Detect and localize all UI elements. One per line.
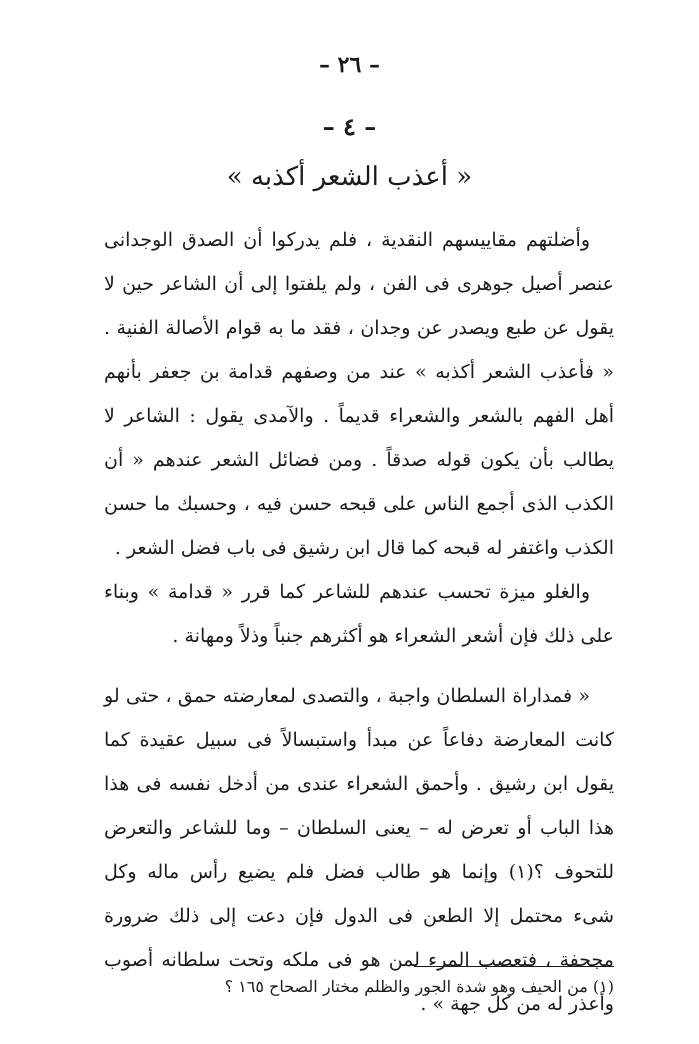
paragraph-1: وأضلتهم مقاييسهم النقدية ، فلم يدركوا أن الصدق الوجدانى عنصر أصيل جوهرى فى الفن ، ولم يلفتوا إلى أن الشاعر حين لا يقول عن طبع ويصدر عن وجدان ، فقد ما به قوام الأصالة الفنية . « فأعذب الشعر أكذبه » عند من وصفهم قدامة بن جعفر بأنهم أهل الفهم بالشعر والشعراء قديماً . والآمدى يقول : الشاعر لا يطالب بأن يكون قوله صدقاً . ومن فضائل الشعر عندهم « أن الكذب الذى أجمع الناس على قبحه حسن فيه ، وحسبك ما حسن الكذب واغتفر له قبحه كما قال ابن رشيق فى باب فضل الشعر . — [104, 229, 614, 559]
body-text — [104, 218, 614, 1026]
chapter-title: « أعذب الشعر أكذبه » — [226, 162, 473, 192]
paragraph-3: « فمداراة السلطان واجبة ، والتصدى لمعارضته حمق ، حتى لو كانت المعارضة دفاعاً عن مبدأ واستبسالاً فى سبيل عقيدة كما يقول ابن رشيق . وأحمق الشعراء عندى من أدخل نفسه فى هذا هذا الباب أو تعرض له – يعنى السلطان – وما للشاعر والتعرض للتحوف ؟(١) وإنما هو طالب فضل فلم يضيع رأس ماله وكل شىء محتمل إلا الطعن فى الدول فإن دعت إلى ذلك ضرورة مجحفة ، فتعصب المرء لمن هو فى ملكه وتحت سلطانه أصوب وأعذر له من كل جهة » . — [104, 685, 614, 1015]
chapter-number: – ٤ – — [322, 112, 377, 141]
footnote: (١) من الحيف وهو شدة الجور والظلم مختار الصحاح ١٦٥ ؟ — [224, 977, 614, 996]
paragraph-2: والغلو ميزة تحسب عندهم للشاعر كما قرر « قدامة » وبناء على ذلك فإن أشعر الشعراء هو أكثرهم جنباً وذلاً ومهانة . — [104, 581, 614, 647]
footnote-divider — [414, 966, 614, 967]
page-number: – ٢٦ – — [319, 52, 380, 78]
